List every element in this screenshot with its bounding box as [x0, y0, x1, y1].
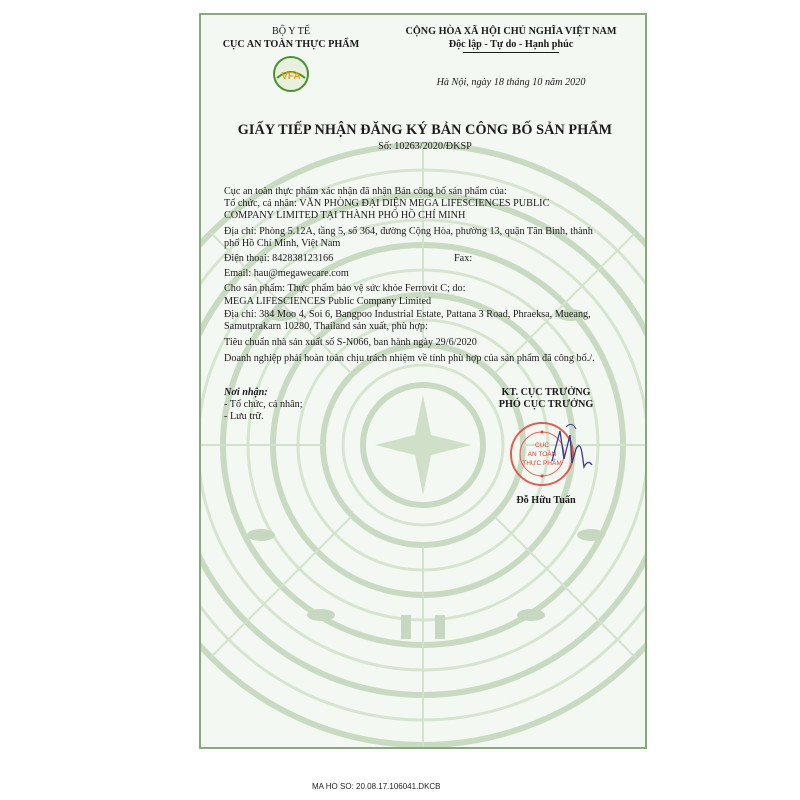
issue-date: Hà Nội, ngày 18 tháng 10 năm 2020 — [436, 77, 586, 88]
standard-line: Tiêu chuẩn nhà sản xuất số S-N066, ban hành ngày 29/6/2020 — [224, 337, 477, 348]
manufacturer-name: MEGA LIFESCIENCES Public Company Limited — [224, 296, 432, 307]
recipient-item: - Tổ chức, cá nhân; — [224, 399, 303, 410]
handwritten-signature — [546, 419, 606, 479]
intro-text: Cục an toàn thực phẩm xác nhận đã nhận Bản công bố sản phẩm của: — [224, 186, 507, 197]
file-code-footer: MA HO SO: 20.08.17.106041.DKCB — [312, 782, 441, 791]
manufacturer-address-line-2: Samutprakarn 10280, Thailand sản xuất, phù hợp: — [224, 321, 428, 332]
svg-text:VFA: VFA — [281, 71, 301, 82]
recipients-heading: Nơi nhận: — [224, 387, 268, 398]
svg-text:THỰC PHẨM: THỰC PHẨM — [522, 460, 562, 467]
motto-underline — [463, 52, 559, 53]
signature-title-2: PHÓ CỤC TRƯỞNG — [498, 399, 594, 410]
svg-text:CỤC: CỤC — [534, 442, 550, 449]
signer-name: Đỗ Hữu Tuấn — [516, 495, 576, 506]
fax-label: Fax: — [454, 253, 473, 264]
document-title: GIẤY TIẾP NHẬN ĐĂNG KÝ BẢN CÔNG BỐ SẢN PHẨM — [237, 122, 613, 138]
department-name: CỤC AN TOÀN THỰC PHẨM — [222, 39, 360, 50]
address-line-1: Địa chỉ: Phòng 5.12A, tầng 5, số 364, đường Cộng Hòa, phường 13, quận Tân Bình, thành — [224, 226, 593, 237]
vfa-logo-icon — [271, 54, 311, 94]
manufacturer-address-line-1: Địa chỉ: 384 Moo 4, Soi 6, Bangpoo Industrial Estate, Pattana 3 Road, Phraeksa, Mueang, — [224, 309, 591, 320]
organization-line-1: Tổ chức, cá nhân: VĂN PHÒNG ĐẠI DIỆN MEGA LIFESCIENCES PUBLIC — [224, 198, 550, 209]
phone-number: Điện thoại: 842838123166 — [224, 253, 334, 264]
product-line: Cho sản phẩm: Thực phẩm bảo vệ sức khỏe Ferrovit C; do: — [224, 283, 466, 294]
national-motto: Độc lập - Tự do - Hạnh phúc — [448, 39, 574, 50]
country-name: CỘNG HÒA XÃ HỘI CHỦ NGHĨA VIỆT NAM — [405, 26, 617, 37]
svg-text:AN TOÀN: AN TOÀN — [527, 451, 557, 458]
signature-title-1: KT. CỤC TRƯỞNG — [501, 387, 591, 398]
document-number: Số: 10263/2020/ĐKSP — [378, 141, 472, 152]
organization-line-2: COMPANY LIMITED TẠI THÀNH PHỐ HỒ CHÍ MINH — [224, 210, 466, 221]
certificate-document — [199, 13, 647, 749]
responsibility-line: Doanh nghiệp phải hoàn toàn chịu trách nhiệm về tính phù hợp của sản phẩm đã công bố./. — [224, 353, 595, 364]
address-line-2: phố Hồ Chí Minh, Việt Nam — [224, 238, 341, 249]
recipient-item: - Lưu trữ. — [224, 411, 264, 422]
email-address: Email: hau@megawecare.com — [224, 268, 349, 279]
ministry-name: BỘ Y TẾ — [271, 26, 311, 37]
